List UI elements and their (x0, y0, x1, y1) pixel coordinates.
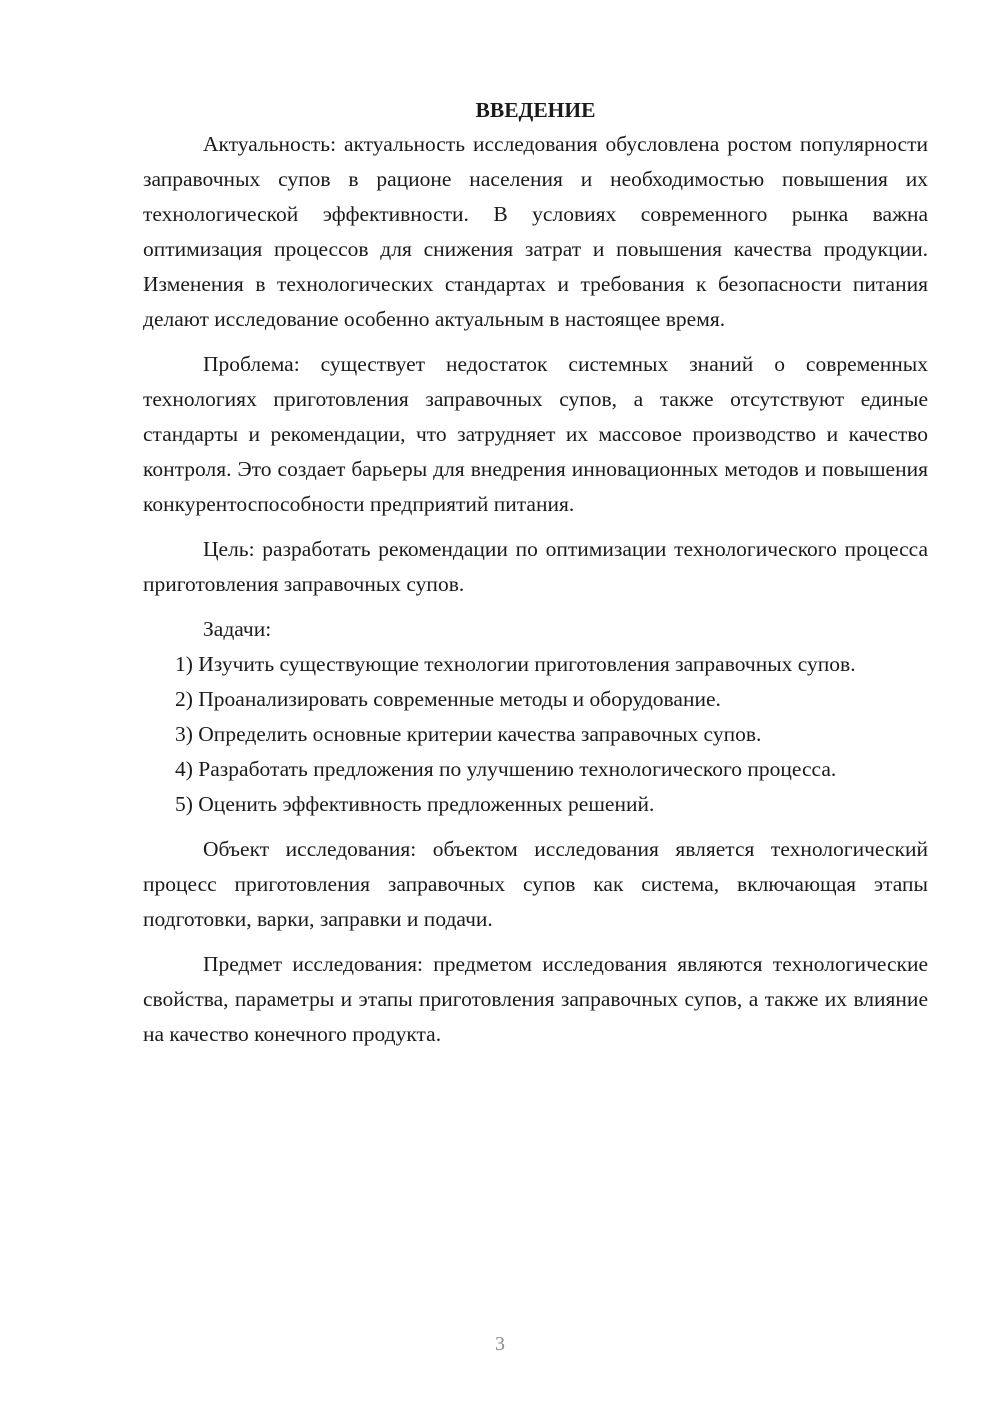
list-item: 4) Разработать предложения по улучшению технологического процесса. (175, 757, 837, 781)
page-title: ВВЕДЕНИЕ (475, 98, 596, 122)
document-page (143, 94, 928, 1052)
list-item: 5) Оценить эффективность предложенных решений. (175, 792, 655, 816)
subject-paragraph: Предмет исследования: предметом исследования являются технологические свойства, параметры и этапы приготовления заправочных супов, а также их влияние на качество конечного продукта. (143, 952, 928, 1046)
object-paragraph: Объект исследования: объектом исследования является технологический процесс приготовления заправочных супов как система, включающая этапы подготовки, варки, заправки и подачи. (143, 837, 928, 931)
page-number: 3 (495, 1333, 505, 1355)
list-item: 2) Проанализировать современные методы и оборудование. (175, 687, 721, 711)
list-item: 1) Изучить существующие технологии приготовления заправочных супов. (175, 652, 856, 676)
problem-paragraph: Проблема: существует недостаток системных знаний о современных технологиях приготовления заправочных супов, а также отсутствуют единые стандарты и рекомендации, что затрудняет их массовое производство и качество контроля. Это создает барьеры для внедрения инновационных методов и повышения конкурентоспособности предприятий питания. (143, 352, 928, 516)
tasks-heading: Задачи: (203, 617, 272, 641)
goal-paragraph: Цель: разработать рекомендации по оптимизации технологического процесса приготовления заправочных супов. (143, 537, 928, 596)
relevance-paragraph: Актуальность: актуальность исследования обусловлена ростом популярности заправочных супов в рационе населения и необходимостью повышения их технологической эффективности. В условиях современного рынка важна оптимизация процессов для снижения затрат и повышения качества продукции. Изменения в технологических стандартах и требования к безопасности питания делают исследование особенно актуальным в настоящее время. (143, 132, 928, 331)
list-item: 3) Определить основные критерии качества заправочных супов. (175, 722, 762, 746)
